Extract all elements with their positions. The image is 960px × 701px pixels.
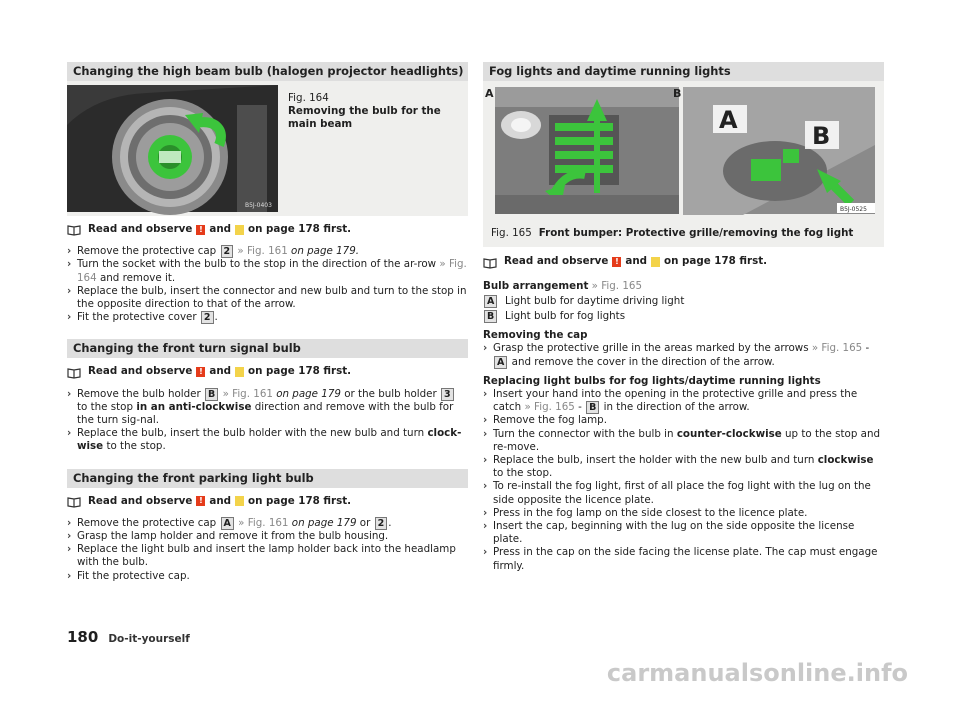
legend-item-a: A Light bulb for daytime driving light	[483, 295, 884, 308]
ref-box: 3	[441, 388, 454, 401]
read-observe-note-4: Read and observe ! and on page 178 first.	[483, 255, 884, 268]
list-item: › Press in the cap on the side facing the license plate. The cap must engage firmly.	[483, 546, 884, 572]
section-title-parking-light: Changing the front parking light bulb	[67, 469, 468, 488]
read-observe-note-3: Read and observe ! and on page 178 first.	[67, 495, 468, 508]
chapter-title: Do-it-yourself	[108, 633, 190, 645]
list-item: › Insert your hand into the opening in the protective grille and press the catch » Fig. 165 - B in the direction of the arrow.	[483, 388, 884, 414]
bulb-arrangement	[483, 280, 884, 324]
figure-164	[67, 81, 468, 216]
environment-icon	[651, 257, 660, 267]
fig165-code: B5J-0525	[840, 206, 867, 213]
page-ref-text: on page 178 first.	[248, 223, 352, 235]
ref-box: A	[221, 517, 234, 530]
turn-signal-steps	[67, 388, 468, 454]
figure-165-caption	[483, 220, 884, 247]
bumper-illustration	[483, 85, 884, 216]
fig-link[interactable]: » Fig. 165	[811, 342, 863, 355]
fig164-number: Fig. 164	[288, 92, 329, 104]
headlight-bulb-svg	[67, 85, 278, 212]
read-observe-text: Read and observe	[88, 223, 193, 235]
read-observe-note-2: Read and observe ! and on page 178 first.	[67, 365, 468, 378]
warning-icon: !	[196, 225, 205, 235]
book-icon	[67, 496, 81, 507]
book-icon	[67, 224, 81, 235]
page-footer	[67, 628, 190, 646]
environment-icon	[235, 496, 244, 506]
fig-link[interactable]: » Fig. 161	[222, 387, 273, 400]
fig165-number: Fig. 165	[491, 227, 532, 240]
fig-link[interactable]: » Fig. 164	[77, 258, 467, 284]
ref-box: 2	[375, 517, 388, 530]
high-beam-steps	[67, 245, 468, 324]
read-observe-note-1	[67, 223, 468, 236]
ref-box: A	[484, 295, 497, 308]
warning-icon: !	[196, 496, 205, 506]
list-item: › Grasp the protective grille in the areas marked by the arrows » Fig. 165 - A and remove the cover in the direction of the arrow.	[483, 342, 884, 368]
list-item: › Fit the protective cap.	[67, 570, 468, 583]
environment-icon	[235, 367, 244, 377]
and-text: and	[209, 223, 232, 235]
book-icon	[483, 257, 497, 268]
figure-165	[483, 81, 884, 247]
callout-a: A	[719, 106, 738, 134]
removing-cap-title: Removing the cap	[483, 329, 588, 342]
list-item: › Replace the bulb, insert the holder with the new bulb and turn clockwise to the stop.	[483, 454, 884, 480]
ref-box: 2	[201, 311, 214, 324]
section-title-high-beam: Changing the high beam bulb (halogen projector headlights)	[67, 62, 468, 81]
callout-b: B	[812, 122, 831, 150]
right-column	[483, 62, 884, 573]
list-item: › Grasp the lamp holder and remove it from the bulb housing.	[67, 530, 468, 543]
list-item: › Replace the bulb, insert the bulb holder with the new bulb and turn clock-wise to the stop.	[67, 427, 468, 453]
fig164-code: B5J-0403	[245, 202, 272, 209]
parking-light-steps	[67, 517, 468, 583]
ref-box: B	[484, 310, 497, 323]
ref-box: 2	[221, 245, 234, 258]
list-item: › Turn the socket with the bulb to the stop in the direction of the ar-row » Fig. 164 and remove it.	[67, 258, 468, 284]
fig-link[interactable]: » Fig. 165	[524, 401, 575, 414]
list-item: › Remove the protective cap A » Fig. 161 on page 179 or 2 .	[67, 517, 468, 530]
fig-link[interactable]: » Fig. 165	[591, 279, 642, 292]
fig165-title: Front bumper: Protective grille/removing the fog light	[538, 227, 854, 240]
panel-label-a: A	[485, 87, 494, 100]
headlight-bulb-illustration	[67, 85, 278, 212]
legend-item-b: B Light bulb for fog lights	[483, 310, 884, 323]
replacing-bulbs-title: Replacing light bulbs for fog lights/daytime running lights	[483, 374, 821, 387]
list-item: › Remove the protective cap 2 » Fig. 161 on page 179.	[67, 245, 468, 258]
section-title-turn-signal: Changing the front turn signal bulb	[67, 339, 468, 358]
list-item: › Remove the bulb holder B » Fig. 161 on page 179 or the bulb holder 3 to the stop in an anti-clockwise direction and remove with the bulb for the turn sig-nal.	[67, 388, 468, 428]
list-item: › Turn the connector with the bulb in counter-clockwise up to the stop and re-move.	[483, 428, 884, 454]
list-item: › Press in the fog lamp on the side closest to the licence plate.	[483, 507, 884, 520]
list-item: › Fit the protective cover 2 .	[67, 311, 468, 324]
warning-icon: !	[196, 367, 205, 377]
list-item: › Insert the cap, beginning with the lug on the side opposite the license plate.	[483, 520, 884, 546]
list-item: › Replace the light bulb and insert the lamp holder back into the headlamp with the bulb.	[67, 543, 468, 569]
ref-box: B	[586, 401, 599, 414]
list-item: › To re-install the fog light, first of all place the fog light with the lug on the side opposite the licence plate.	[483, 480, 884, 506]
fig-link[interactable]: » Fig. 161	[238, 516, 289, 529]
environment-icon	[235, 225, 244, 235]
fig164-title: Removing the bulb for the main beam	[288, 105, 441, 130]
figure-164-caption	[278, 81, 468, 216]
bulb-arrangement-title: Bulb arrangement	[483, 279, 589, 292]
book-icon	[67, 367, 81, 378]
fig-link[interactable]: » Fig. 161	[237, 245, 288, 258]
page-number: 180	[67, 628, 99, 646]
ref-box: A	[494, 356, 507, 369]
section-title-fog-lights: Fog lights and daytime running lights	[483, 62, 884, 81]
panel-label-b: B	[673, 87, 682, 100]
warning-icon: !	[612, 257, 621, 267]
watermark: carmanualsonline.info	[606, 659, 908, 687]
list-item: › Replace the bulb, insert the connector and new bulb and turn to the stop in the opposite direction to that of the arrow.	[67, 285, 468, 311]
left-column	[67, 62, 468, 583]
list-item: › Remove the fog lamp.	[483, 414, 884, 427]
ref-box: B	[205, 388, 218, 401]
